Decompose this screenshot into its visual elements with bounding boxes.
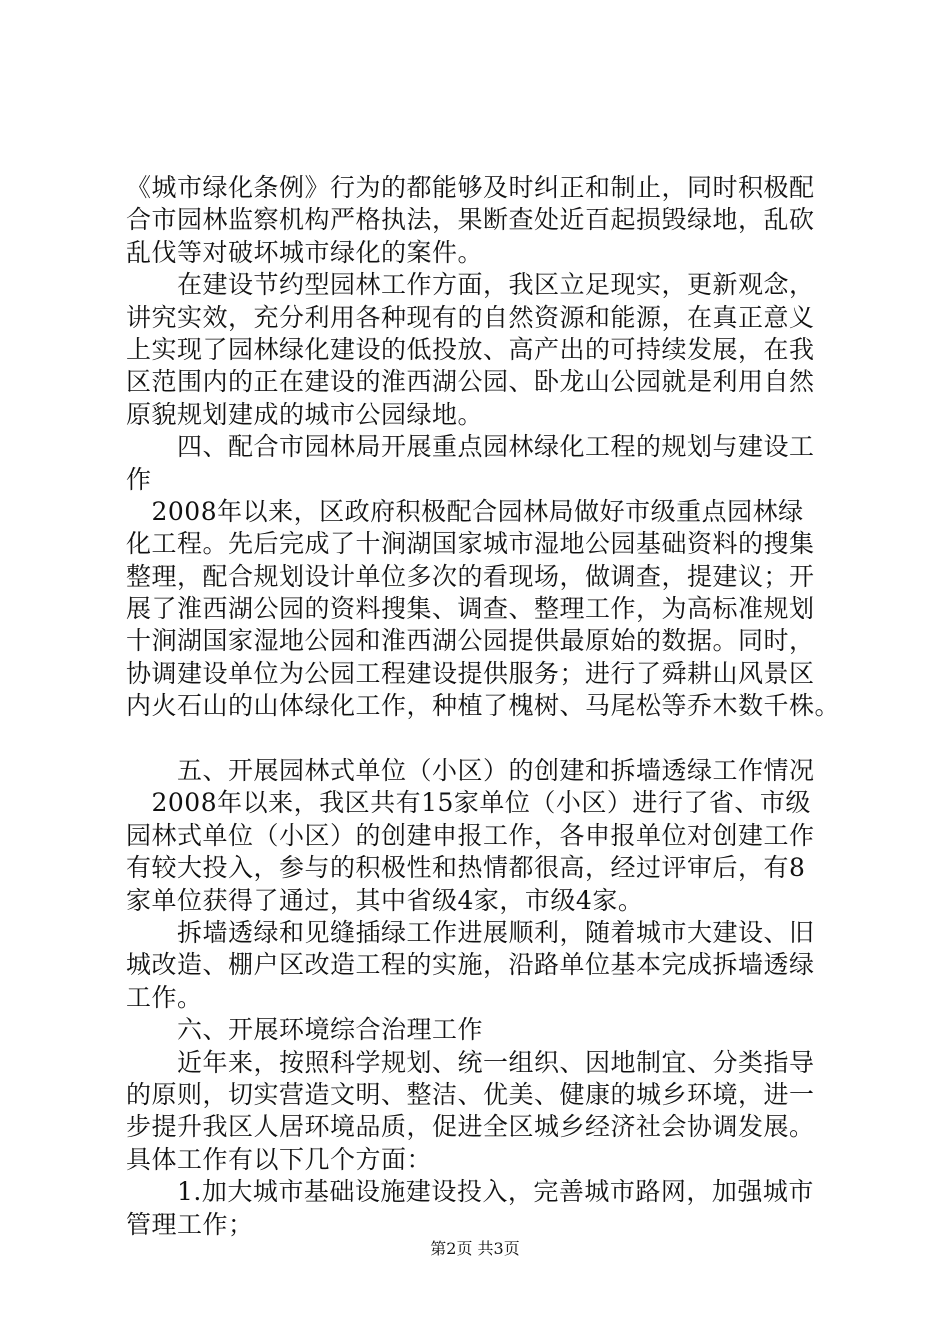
body-line: 乱伐等对破坏城市绿化的案件。 bbox=[126, 237, 484, 267]
body-line: 合市园林监察机构严格执法，果断查处近百起损毁绿地，乱砍 bbox=[126, 205, 815, 235]
body-line: 拆墙透绿和见缝插绿工作进展顺利，随着城市大建设、旧 bbox=[126, 917, 815, 947]
body-line: 2008年以来，我区共有15家单位（小区）进行了省、市级 bbox=[126, 788, 811, 818]
body-line: 原貌规划建成的城市公园绿地。 bbox=[126, 399, 484, 429]
page-number-footer: 第2页 共3页 bbox=[430, 1239, 520, 1258]
body-line: 化工程。先后完成了十涧湖国家城市湿地公园基础资料的搜集 bbox=[126, 529, 815, 559]
body-line: 整理，配合规划设计单位多次的看现场，做调查，提建议；开 bbox=[126, 561, 815, 591]
body-line: 步提升我区人居环境品质，促进全区城乡经济社会协调发展。 bbox=[126, 1112, 815, 1142]
document-body bbox=[126, 172, 856, 1241]
body-line: 2008年以来，区政府积极配合园林局做好市级重点园林绿 bbox=[126, 496, 804, 526]
body-line: 园林式单位（小区）的创建申报工作，各申报单位对创建工作 bbox=[126, 820, 815, 850]
body-line: 《城市绿化条例》行为的都能够及时纠正和制止，同时积极配 bbox=[126, 173, 815, 202]
body-line: 的原则，切实营造文明、整洁、优美、健康的城乡环境，进一 bbox=[126, 1079, 815, 1109]
body-line: 展了淮西湖公园的资料搜集、调查、整理工作，为高标准规划 bbox=[126, 594, 815, 624]
section-heading-4-cont: 作 bbox=[126, 464, 152, 494]
body-line: 上实现了园林绿化建设的低投放、高产出的可持续发展，在我 bbox=[126, 334, 815, 364]
section-heading-5: 五、开展园林式单位（小区）的创建和拆墙透绿工作情况 bbox=[126, 756, 815, 786]
body-line: 有较大投入，参与的积极性和热情都很高，经过评审后，有8 bbox=[126, 853, 806, 883]
body-line: 工作。 bbox=[126, 982, 203, 1012]
section-heading-4: 四、配合市园林局开展重点园林绿化工程的规划与建设工 bbox=[126, 432, 815, 462]
body-line: 家单位获得了通过，其中省级4家，市级4家。 bbox=[126, 885, 644, 915]
body-line: 内火石山的山体绿化工作，种植了槐树、马尾松等乔木数千株。 bbox=[126, 691, 841, 721]
body-line: 近年来，按照科学规划、统一组织、因地制宜、分类指导 bbox=[126, 1047, 815, 1077]
body-line: 讲究实效，充分利用各种现有的自然资源和能源，在真正意义 bbox=[126, 302, 815, 332]
body-line: 城改造、棚户区改造工程的实施，沿路单位基本完成拆墙透绿 bbox=[126, 950, 815, 980]
list-item-1: 1.加大城市基础设施建设投入，完善城市路网，加强城市 bbox=[126, 1177, 814, 1207]
section-heading-6: 六、开展环境综合治理工作 bbox=[126, 1015, 484, 1045]
blank-line bbox=[126, 723, 856, 755]
body-line: 区范围内的正在建设的淮西湖公园、卧龙山公园就是利用自然 bbox=[126, 367, 815, 397]
list-item-1-cont: 管理工作； bbox=[126, 1209, 254, 1239]
body-line: 十涧湖国家湿地公园和淮西湖公园提供最原始的数据。同时， bbox=[126, 626, 815, 656]
body-line: 在建设节约型园林工作方面，我区立足现实，更新观念， bbox=[126, 270, 815, 300]
body-line: 协调建设单位为公园工程建设提供服务；进行了舜耕山风景区 bbox=[126, 658, 815, 688]
body-line: 具体工作有以下几个方面： bbox=[126, 1144, 433, 1174]
